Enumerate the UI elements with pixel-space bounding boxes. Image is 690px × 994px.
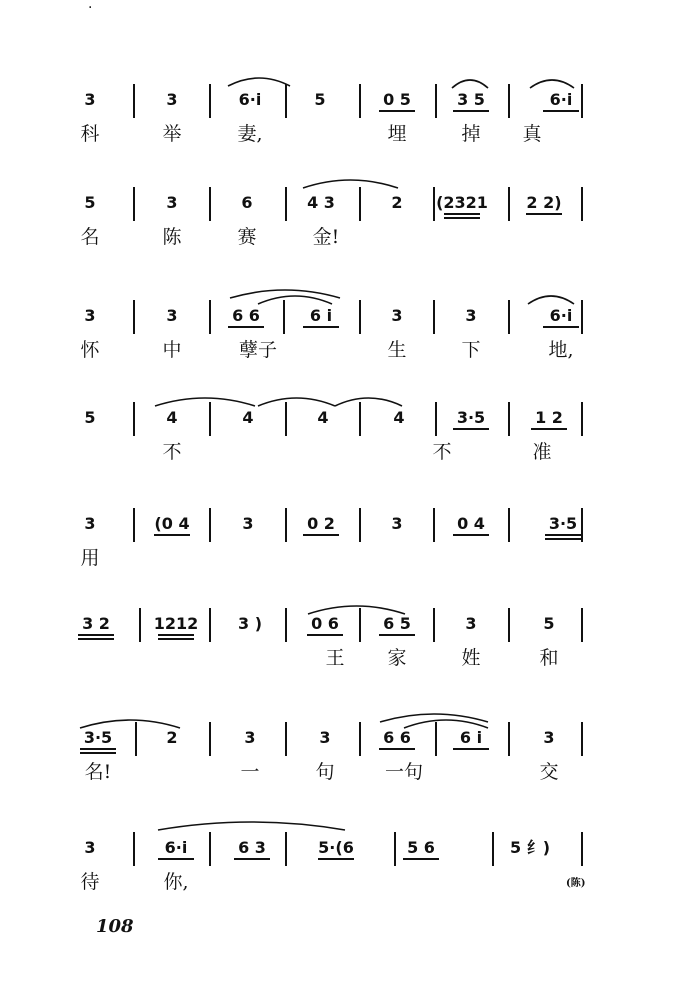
note-group: 3·5 [83, 728, 113, 747]
barline [581, 832, 583, 866]
note-group: 3 5 [457, 90, 485, 109]
barline [209, 402, 211, 436]
note-group: 5 [543, 614, 555, 633]
note-group: 1 2 [535, 408, 563, 427]
lyric-syllable: 名 [80, 226, 100, 248]
barline [508, 300, 510, 334]
barline [285, 832, 287, 866]
note-group: 5 纟) [509, 838, 551, 857]
lyric-syllable: 句 [315, 761, 335, 783]
note-group: 6 6 [383, 728, 411, 747]
barline [433, 508, 435, 542]
note-group: 4 3 [307, 193, 335, 212]
barline [285, 508, 287, 542]
slur [228, 78, 290, 86]
note-group: 3 [84, 514, 96, 533]
note-group: 3 [84, 838, 96, 857]
note-group: 3 [166, 306, 178, 325]
lyric-syllable: 待 [80, 871, 100, 893]
beat-underline [158, 638, 194, 640]
barline [508, 508, 510, 542]
beat-underline [234, 858, 270, 860]
note-group: 6 6 [232, 306, 260, 325]
note-group: 2 2) [526, 193, 562, 212]
beat-underline [453, 748, 489, 750]
beat-underline [303, 534, 339, 536]
lyric-syllable: 一 [240, 761, 260, 783]
note-group: 3 [244, 728, 256, 747]
note-group: 6·i [238, 90, 262, 109]
slur [452, 80, 488, 88]
slur [258, 296, 332, 304]
note-group: 4 [166, 408, 178, 427]
barline [285, 608, 287, 642]
barline [209, 187, 211, 221]
beat-underline [78, 638, 114, 640]
note-group: 6·i [549, 306, 573, 325]
slur [158, 822, 345, 830]
lyric-syllable: 陈 [162, 226, 182, 248]
barline [133, 300, 135, 334]
note-group: 5 [84, 193, 96, 212]
corner-mark: · [88, 0, 93, 16]
barline [133, 187, 135, 221]
lyric-syllable: 举 [162, 123, 182, 145]
note-group: 2 [166, 728, 178, 747]
role-annotation: (陈) [566, 878, 586, 889]
beat-underline [444, 213, 480, 215]
lyric-syllable: 金! [312, 226, 340, 248]
barline [285, 402, 287, 436]
lyric-syllable: 掉 [461, 123, 481, 145]
lyric-syllable: 地, [548, 339, 574, 361]
beat-underline [379, 110, 415, 112]
lyric-syllable: 妻, [237, 123, 263, 145]
note-group: 3 2 [82, 614, 110, 633]
barline [209, 832, 211, 866]
note-group: 3 [465, 306, 477, 325]
barline [359, 508, 361, 542]
note-group: 3·5 [456, 408, 486, 427]
note-group: 3 [166, 90, 178, 109]
note-group: 3 [242, 514, 254, 533]
lyric-syllable: 中 [162, 339, 182, 361]
lyric-syllable: 不 [162, 441, 182, 463]
barline [435, 84, 437, 118]
beat-underline [80, 752, 116, 754]
note-group: 3 ) [237, 614, 263, 633]
lyric-syllable: 家 [387, 647, 407, 669]
barline [581, 508, 583, 542]
beat-underline [453, 534, 489, 536]
slur [530, 80, 574, 88]
barline [508, 722, 510, 756]
barline [209, 508, 211, 542]
barline [508, 608, 510, 642]
slur [335, 398, 402, 406]
note-group: 4 [393, 408, 405, 427]
barline [139, 608, 141, 642]
barline [394, 832, 396, 866]
barline [433, 187, 435, 221]
page-number: 108 [96, 916, 134, 937]
note-group: 6 i [459, 728, 483, 747]
note-group: 6 i [309, 306, 333, 325]
slur [528, 296, 574, 304]
note-group: 3 [391, 306, 403, 325]
beat-underline [307, 634, 343, 636]
barline [133, 508, 135, 542]
lyric-syllable: 不 [432, 441, 452, 463]
note-group: 0 6 [311, 614, 339, 633]
lyric-syllable: 一句 [384, 761, 424, 783]
note-group: (2321 [436, 193, 488, 212]
lyric-syllable: 真 [522, 123, 542, 145]
note-group: 6·i [549, 90, 573, 109]
beat-underline [154, 534, 190, 536]
barline [581, 300, 583, 334]
note-group: 3 [391, 514, 403, 533]
note-group: 3·5 [548, 514, 578, 533]
note-group: (0 4 [154, 514, 190, 533]
barline [359, 722, 361, 756]
slur [308, 606, 405, 614]
beat-underline [379, 748, 415, 750]
beat-underline [545, 534, 581, 536]
barline [135, 722, 137, 756]
barline [133, 832, 135, 866]
barline [581, 608, 583, 642]
note-group: 0 5 [383, 90, 411, 109]
barline [359, 300, 361, 334]
lyric-syllable: 用 [80, 547, 100, 569]
lyric-syllable: 科 [80, 123, 100, 145]
barline [283, 300, 285, 334]
beat-underline [531, 428, 567, 430]
beat-underline [78, 634, 114, 636]
note-group: 3 [84, 90, 96, 109]
barline [285, 84, 287, 118]
note-group: 6 3 [238, 838, 266, 857]
barline [209, 84, 211, 118]
barline [133, 84, 135, 118]
barline [508, 187, 510, 221]
barline [209, 722, 211, 756]
note-group: 1212 [153, 614, 199, 633]
note-group: 3 [319, 728, 331, 747]
barline [285, 187, 287, 221]
note-group: 4 [317, 408, 329, 427]
lyric-syllable: 交 [539, 761, 559, 783]
note-group: 0 2 [307, 514, 335, 533]
note-group: 5 [84, 408, 96, 427]
barline [209, 300, 211, 334]
barline [433, 300, 435, 334]
beat-underline [158, 634, 194, 636]
slur [404, 720, 488, 728]
beat-underline [228, 326, 264, 328]
beat-underline [543, 110, 579, 112]
barline [209, 608, 211, 642]
note-group: 5 6 [407, 838, 435, 857]
lyric-syllable: 姓 [461, 647, 481, 669]
barline [435, 722, 437, 756]
lyric-syllable: 怀 [80, 339, 100, 361]
beat-underline [526, 213, 562, 215]
beat-underline [80, 748, 116, 750]
note-group: 3 [166, 193, 178, 212]
beat-underline [453, 110, 489, 112]
beat-underline [444, 217, 480, 219]
note-group: 5 [314, 90, 326, 109]
note-group: 0 4 [457, 514, 485, 533]
beat-underline [379, 634, 415, 636]
note-group: 5·(6 [318, 838, 354, 857]
note-group: 3 [84, 306, 96, 325]
barline [359, 608, 361, 642]
barline [508, 402, 510, 436]
lyric-syllable: 名! [84, 761, 112, 783]
lyric-syllable: 你, [163, 871, 189, 893]
lyric-syllable: 和 [539, 647, 559, 669]
barline [581, 187, 583, 221]
barline [285, 722, 287, 756]
barline [581, 722, 583, 756]
beat-underline [545, 538, 581, 540]
note-group: 3 [543, 728, 555, 747]
barline [359, 402, 361, 436]
lyric-syllable: 赛 [237, 226, 257, 248]
note-group: 6·i [164, 838, 188, 857]
lyric-syllable: 埋 [387, 123, 407, 145]
lyric-syllable: 准 [532, 441, 552, 463]
barline [581, 84, 583, 118]
slur [80, 720, 180, 728]
slur [155, 398, 255, 406]
lyric-syllable: 王 [325, 647, 345, 669]
lyric-syllable: 生 [387, 339, 407, 361]
beat-underline [318, 858, 354, 860]
beat-underline [303, 326, 339, 328]
slur [258, 398, 335, 406]
beat-underline [543, 326, 579, 328]
barline [433, 608, 435, 642]
beat-underline [403, 858, 439, 860]
beat-underline [453, 428, 489, 430]
note-group: 4 [242, 408, 254, 427]
barline [508, 84, 510, 118]
beat-underline [158, 858, 194, 860]
barline [435, 402, 437, 436]
barline [359, 187, 361, 221]
barline [581, 402, 583, 436]
note-group: 6 5 [383, 614, 411, 633]
barline [492, 832, 494, 866]
note-group: 2 [391, 193, 403, 212]
barline [359, 84, 361, 118]
barline [133, 402, 135, 436]
note-group: 3 [465, 614, 477, 633]
slur [303, 180, 398, 188]
lyric-syllable: 下 [461, 339, 481, 361]
lyric-syllable: 孽子 [238, 339, 278, 361]
note-group: 6 [241, 193, 253, 212]
